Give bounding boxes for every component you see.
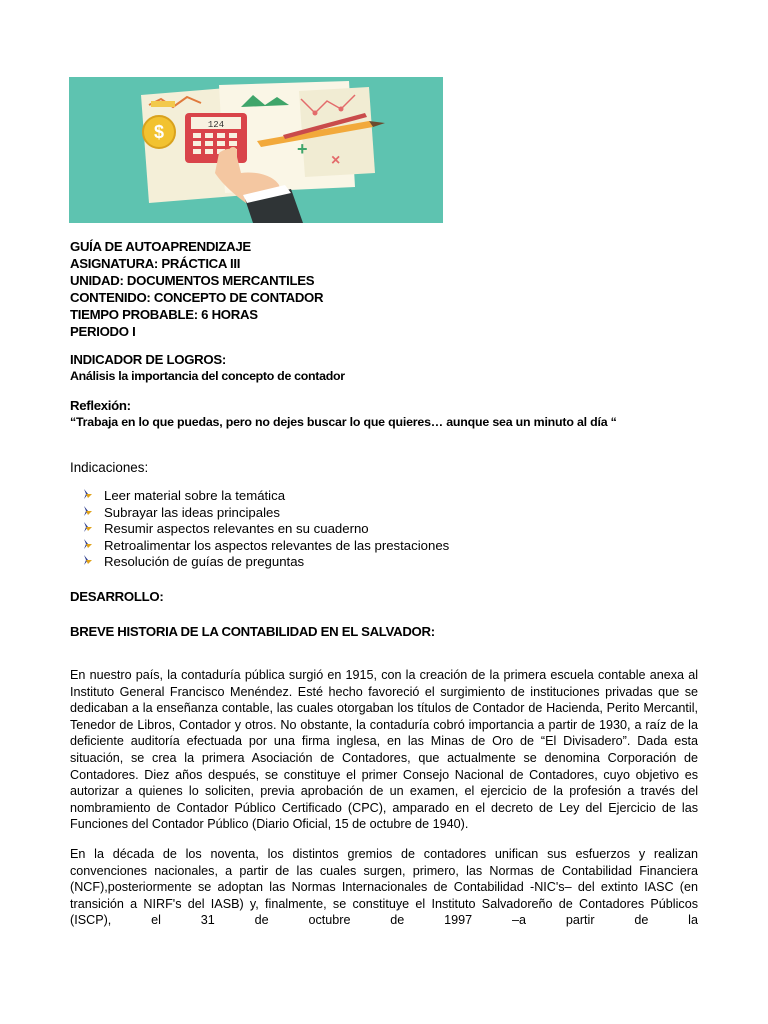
arrow-bullet-icon xyxy=(82,521,104,538)
development-title: DESARROLLO: xyxy=(70,589,164,604)
instruction-text: Resolución de guías de preguntas xyxy=(104,554,305,570)
arrow-bullet-icon xyxy=(82,554,104,571)
instruction-text: Subrayar las ideas principales xyxy=(104,504,280,520)
list-item xyxy=(82,505,449,522)
reflection-quote: “Trabaja en lo que puedas, pero no dejes buscar lo que quieres… aunque sea un minuto al día “ xyxy=(70,415,617,429)
instruction-text: Retroalimentar los aspectos relevantes de las prestaciones xyxy=(104,537,450,553)
content-line: CONTENIDO: CONCEPTO DE CONTADOR xyxy=(70,290,324,305)
accounting-illustration xyxy=(69,77,443,223)
dollar-icon: $ xyxy=(153,122,165,142)
reflection-title: Reflexión: xyxy=(70,398,131,413)
list-item xyxy=(82,538,449,555)
calculator-hand-image xyxy=(69,77,443,223)
list-item xyxy=(82,488,449,505)
arrow-bullet-icon xyxy=(82,505,104,522)
instructions-title: Indicaciones: xyxy=(70,460,149,475)
subject-line: ASIGNATURA: PRÁCTICA III xyxy=(70,256,241,271)
unit-line: UNIDAD: DOCUMENTOS MERCANTILES xyxy=(70,273,315,288)
instruction-text: Resumir aspectos relevantes en su cuaderno xyxy=(104,521,369,537)
guide-title: GUÍA DE AUTOAPRENDIZAJE xyxy=(70,239,251,254)
indicator-text: Análisis la importancia del concepto de contador xyxy=(70,369,345,383)
history-paragraph-2: En la década de los noventa, los distintos gremios de contadores unifican sus esfuerzos y realizan convenciones nacionales, a partir de las cuales surgen, primero, las Normas de Contabilidad Financiera (NCF),posteriormente se adoptan las Normas Internacionales de Contabilidad -NIC's– del extinto IASC (en transición a NIRF's del IASB) y, finalmente, se constituye el Instituto Salvadoreño de Contadores Públicos (ISCP), el 31 de octubre de 1997 –a partir de la xyxy=(70,847,698,928)
reflection-section xyxy=(70,397,690,431)
history-subtitle: BREVE HISTORIA DE LA CONTABILIDAD EN EL SALVADOR: xyxy=(70,624,435,639)
indicator-title: INDICADOR DE LOGROS: xyxy=(70,352,226,367)
list-item xyxy=(82,554,449,571)
period-line: PERIODO I xyxy=(70,324,136,339)
list-item xyxy=(82,521,449,538)
svg-text:×: × xyxy=(331,152,341,169)
history-paragraph-1: En nuestro país, la contaduría pública surgió en 1915, con la creación de la primera escuela contable anexa al Instituto General Francisco Menéndez. Esté hecho favoreció el surgimiento de instituciones privadas que se dedicaban a la enseñanza contable, las cuales otorgaban los títulos de Contador de Hacienda, Perito Mercantil, Tenedor de Libros, Contador y otros. No obstante, la contaduría cobró importancia a partir de 1930, a raíz de la deficiente auditoría efectuada por una firma inglesa, en las Minas de Oro de “El Divisadero”. Dada esta situación, se crea la primera Asociación de Contadores, que actualmente se denomina Corporación de Contadores. Diez años después, se constituye el primer Consejo Nacional de Contadores, cuyo objetivo es autorizar a quienes lo soliciten, previa aprobación de un examen, el ejercicio de la profesión a través del nombramiento de Contador Público Certificado (CPC), amparado en el decreto de Ley del Ejercicio de las Funciones del Contador Público (Diario Oficial, 15 de octubre de 1940). xyxy=(70,668,698,832)
svg-text:+: + xyxy=(297,139,308,159)
arrow-bullet-icon xyxy=(82,488,104,505)
instructions-list xyxy=(82,488,449,571)
instruction-text: Leer material sobre la temática xyxy=(104,488,286,503)
time-line: TIEMPO PROBABLE: 6 HORAS xyxy=(70,307,258,322)
indicator-section xyxy=(70,351,690,385)
arrow-bullet-icon xyxy=(82,538,104,555)
guide-header xyxy=(70,238,690,340)
calculator-display: 124 xyxy=(207,120,225,130)
